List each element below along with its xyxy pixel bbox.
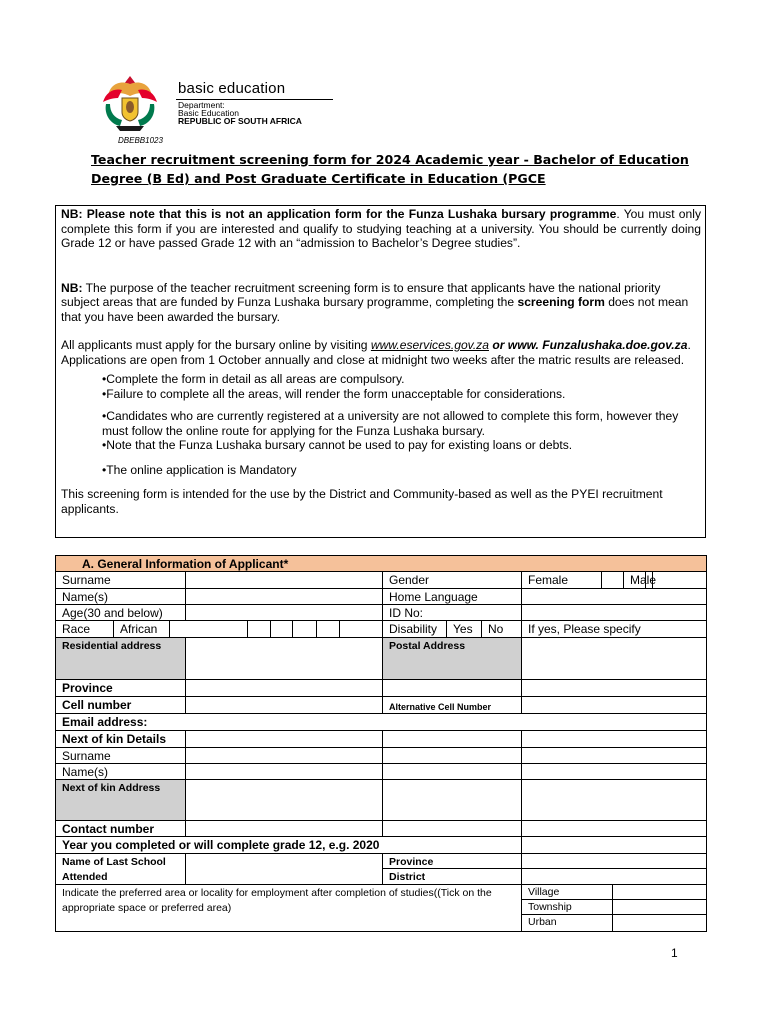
home-language-field[interactable] xyxy=(522,589,706,605)
alt-cell-number-label: Alternative Cell Number xyxy=(383,697,522,714)
grade12-year-label: Year you completed or will complete grade 12, e.g. 2020 xyxy=(56,837,522,854)
nok-surname-extra[interactable] xyxy=(522,748,706,764)
bullet-item: •Candidates who are currently registered at a university are not allowed to complete this form, however they must follow the online route for applying for the Funza Lushaka bursary. xyxy=(102,409,679,438)
names-label: Name(s) xyxy=(56,589,186,605)
race-option-box[interactable] xyxy=(293,621,317,638)
notice-box xyxy=(55,205,706,538)
notice-paragraph-1: NB: Please note that this is not an application form for the Funza Lushaka bursary programme. You must only complete this form if you are interested and qualify to studying teaching at a university. You should be currently doing Grade 12 or have passed Grade 12 with an “admission to Bachelor’s Degree studies”. xyxy=(61,207,701,250)
cell-number-label: Cell number xyxy=(56,697,186,714)
names-field[interactable] xyxy=(186,589,383,605)
race-option-box[interactable] xyxy=(271,621,293,638)
nok-names-field[interactable] xyxy=(186,764,383,780)
bullet-item: •Failure to complete all the areas, will render the form unacceptable for considerations. xyxy=(102,386,566,401)
brand-country: REPUBLIC OF SOUTH AFRICA xyxy=(178,116,302,126)
postal-address-label: Postal Address xyxy=(383,638,522,680)
school-province-field[interactable] xyxy=(522,854,706,869)
district-label: District xyxy=(383,869,522,885)
email-label: Email address: xyxy=(56,714,706,731)
nok-address-label: Next of kin Address xyxy=(56,780,186,821)
nok-surname-extra[interactable] xyxy=(383,748,522,764)
contact-number-label: Contact number xyxy=(56,821,186,837)
preferred-area-label: Indicate the preferred area or locality for employment after completion of studies((Tick on the appropriate space or preferred area) xyxy=(56,885,522,931)
id-number-label: ID No: xyxy=(383,605,522,621)
next-of-kin-field[interactable] xyxy=(522,731,706,748)
province-label: Province xyxy=(56,680,186,697)
nok-surname-label: Surname xyxy=(56,748,186,764)
last-school-field[interactable] xyxy=(186,854,383,885)
notice-paragraph-2: NB: The purpose of the teacher recruitment screening form is to ensure that applicants have the national priority subject areas that are funded by Funza Lushaka bursary programme, completing the screening form does not mean that you have been awarded the bursary. xyxy=(61,280,689,324)
home-language-label: Home Language xyxy=(383,589,522,605)
gender-label: Gender xyxy=(383,572,522,589)
cell-number-field[interactable] xyxy=(186,697,383,714)
contact-number-extra[interactable] xyxy=(522,821,706,837)
residential-address-label: Residential address xyxy=(56,638,186,680)
brand-title: basic education xyxy=(178,80,286,97)
bullet-item: •Complete the form in detail as all areas are compulsory. xyxy=(102,372,405,386)
area-township-box[interactable] xyxy=(613,900,706,915)
last-school-label: Name of Last School Attended xyxy=(56,854,186,885)
gender-female-label: Female xyxy=(522,572,602,589)
area-township-label: Township xyxy=(522,900,613,915)
notice-closing: This screening form is intended for the use by the District and Community-based as well as the PYEI recruitment applicants. xyxy=(61,487,663,516)
postal-address-field[interactable] xyxy=(522,638,706,680)
area-urban-box[interactable] xyxy=(613,915,706,931)
contact-number-field[interactable] xyxy=(186,821,383,837)
race-option-box[interactable] xyxy=(317,621,340,638)
document-code: DBEBB1023 xyxy=(118,136,163,145)
residential-address-field[interactable] xyxy=(186,638,383,680)
nok-names-label: Name(s) xyxy=(56,764,186,780)
disability-no-option[interactable]: No xyxy=(482,621,522,638)
page-number: 1 xyxy=(671,946,678,960)
age-field[interactable] xyxy=(186,605,383,621)
disability-yes-option[interactable]: Yes xyxy=(447,621,482,638)
nok-address-extra[interactable] xyxy=(522,780,706,821)
grade12-year-field[interactable] xyxy=(522,837,706,854)
bullet-item: •The online application is Mandatory xyxy=(102,462,297,477)
nok-names-extra[interactable] xyxy=(522,764,706,780)
funzalushaka-link[interactable]: or www. Funzalushaka.doe.gov.za xyxy=(488,338,688,352)
next-of-kin-field[interactable] xyxy=(186,731,383,748)
coat-of-arms-logo xyxy=(100,70,160,132)
nok-surname-field[interactable] xyxy=(186,748,383,764)
school-province-label: Province xyxy=(383,854,522,869)
alt-cell-number-field[interactable] xyxy=(522,697,706,714)
surname-field[interactable] xyxy=(186,572,383,589)
contact-number-extra[interactable] xyxy=(383,821,522,837)
applicant-info-form xyxy=(55,555,707,932)
id-number-field[interactable] xyxy=(522,605,706,621)
gender-male-box[interactable] xyxy=(646,572,706,589)
next-of-kin-field[interactable] xyxy=(383,731,522,748)
nok-address-field[interactable] xyxy=(186,780,383,821)
disability-specify-label: If yes, Please specify xyxy=(522,621,706,638)
apply-instructions: All applicants must apply for the bursary online by visiting www.eservices.gov.za or www. Funzalushaka.doe.gov.za. Applications are open from 1 October annually and close at midnight two weeks after the matric results are released. xyxy=(61,338,691,367)
gender-male-label: Male xyxy=(624,572,646,589)
province-field[interactable] xyxy=(186,680,383,697)
brand-dept-line: Department: xyxy=(178,100,225,110)
race-african-box[interactable] xyxy=(170,621,248,638)
race-option-box[interactable] xyxy=(248,621,271,638)
race-option-box[interactable] xyxy=(340,621,383,638)
eservices-link[interactable]: www.eservices.gov.za xyxy=(370,338,489,352)
disability-label: Disability xyxy=(383,621,447,638)
section-a-heading: A. General Information of Applicant* xyxy=(56,556,706,572)
area-village-box[interactable] xyxy=(613,885,706,900)
brand-dept-name: Basic Education xyxy=(178,108,239,118)
area-urban-label: Urban xyxy=(522,915,613,931)
surname-label: Surname xyxy=(56,572,186,589)
race-label: Race xyxy=(56,621,114,638)
age-label: Age(30 and below) xyxy=(56,605,186,621)
province-extra-field[interactable] xyxy=(522,680,706,697)
bullet-item: •Note that the Funza Lushaka bursary cannot be used to pay for existing loans or debts. xyxy=(102,438,573,452)
nok-names-extra[interactable] xyxy=(383,764,522,780)
race-african-label: African xyxy=(114,621,170,638)
nok-address-extra[interactable] xyxy=(383,780,522,821)
province-extra-field[interactable] xyxy=(383,680,522,697)
area-village-label: Village xyxy=(522,885,613,900)
page-title: Teacher recruitment screening form for 2024 Academic year - Bachelor of Education Degree (B Ed) and Post Graduate Certificate in Education (PGCE xyxy=(91,152,689,186)
next-of-kin-heading: Next of kin Details xyxy=(56,731,186,748)
district-field[interactable] xyxy=(522,869,706,885)
gender-female-box[interactable] xyxy=(602,572,624,589)
